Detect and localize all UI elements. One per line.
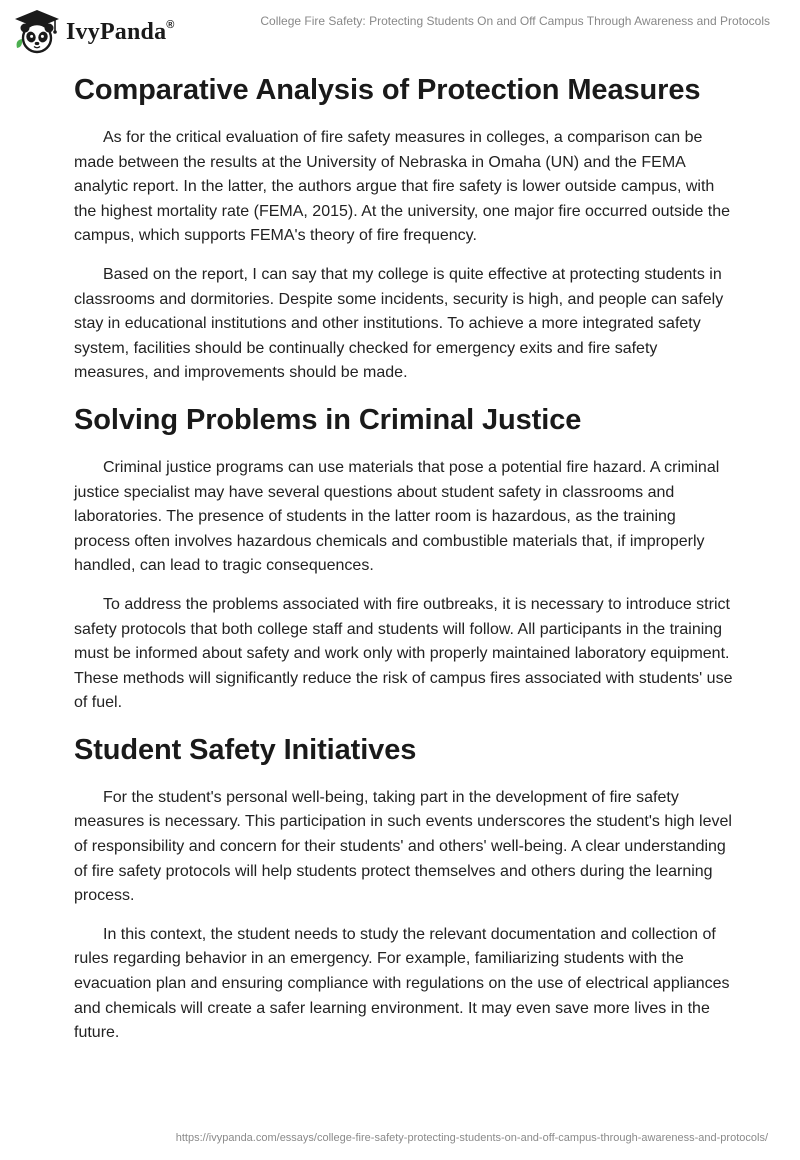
essay-content (74, 70, 734, 1060)
section-student-safety (74, 730, 734, 1046)
page-header (0, 0, 800, 60)
paragraph: In this context, the student needs to study the relevant documentation and collection of rules regarding behavior in an emergency. For example, familiarizing students with the evacuation plan and ensuring compliance with regulations on the use of electrical appliances and chemicals will create a safer learning environment. It may even save more lives in the future. (74, 925, 730, 1042)
paragraph: Based on the report, I can say that my college is quite effective at protecting students in classrooms and dormitories. Despite some incidents, security is high, and people can safely stay in educational institutions and other institutions. To achieve a more integrated safety system, facilities should be continually checked for emergency exits and fire safety measures, and improvements should be made. (74, 265, 724, 382)
paragraph: As for the critical evaluation of fire safety measures in colleges, a comparison can be made between the results at the University of Nebraska in Omaha (UN) and the FEMA analytic report. In the latter, the authors argue that fire safety is lower outside campus, with the highest mortality rate (FEMA, 2015). At the university, one major fire occurred outside the campus, which supports FEMA's theory of fire frequency. (74, 129, 731, 245)
paragraph: Criminal justice programs can use materials that pose a potential fire hazard. A criminal justice specialist may have several questions about student safety in classrooms and laboratories. The presence of students in the latter room is hazardous, as the training process often involves hazardous chemicals and combustible materials that, if improperly handled, can lead to tragic consequences. (74, 458, 720, 575)
panda-graduate-icon (12, 6, 62, 56)
section-heading: Comparative Analysis of Protection Measures (74, 74, 701, 106)
source-url-link[interactable]: https://ivypanda.com/essays/college-fire-safety-protecting-students-on-and-off-campus-through-awareness-and-protocols/ (175, 1132, 768, 1144)
paragraph: For the student's personal well-being, taking part in the development of fire safety measures is necessary. This participation in such events underscores the student's high level of responsibility and concern for their students' and others' well-being. A clear understanding of fire safety protocols will help students protect themselves and others during the learning process. (74, 788, 732, 905)
section-heading: Student Safety Initiatives (74, 733, 417, 766)
section-heading: Solving Problems in Criminal Justice (74, 403, 582, 436)
registered-mark: ® (166, 18, 175, 31)
logo-wordmark: IvyPanda® (66, 18, 175, 45)
ivypanda-logo[interactable] (12, 6, 175, 56)
paragraph: To address the problems associated with fire outbreaks, it is necessary to introduce strict safety protocols that both college staff and students will follow. All participants in the training must be informed about safety and work only with properly maintained laboratory equipment. These methods will significantly reduce the risk of campus fires associated with students' use of fuel. (74, 595, 733, 712)
section-criminal-justice (74, 400, 734, 716)
section-comparative-analysis (74, 70, 734, 386)
document-title: College Fire Safety: Protecting Students On and Off Campus Through Awareness and Protocols (260, 14, 770, 28)
